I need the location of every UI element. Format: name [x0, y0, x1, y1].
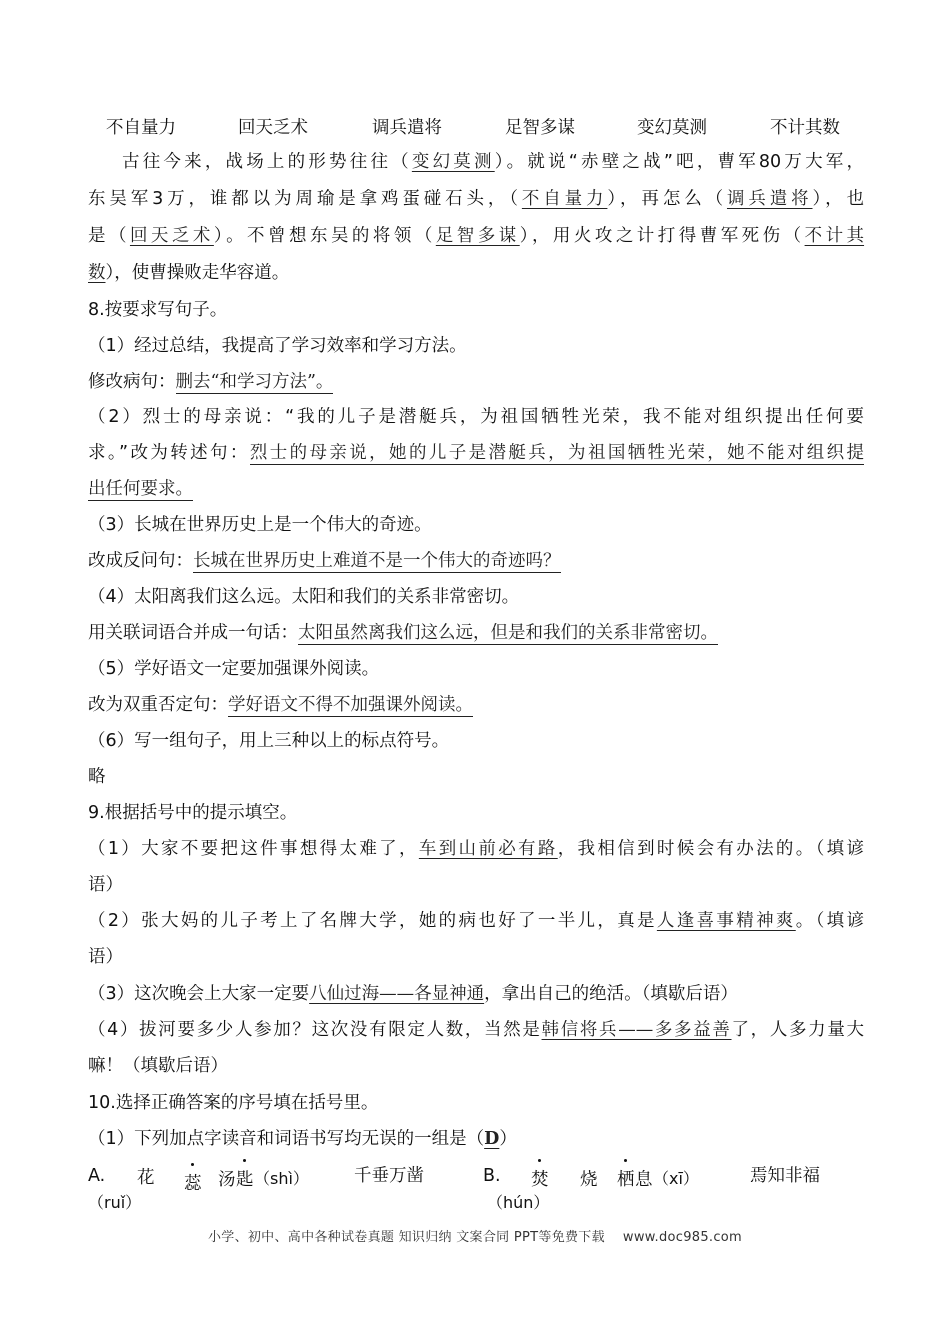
- q10-s1: （1）下列加点字读音和词语书写均无误的一组是（D）: [88, 1129, 517, 1149]
- answer-blank: D: [484, 1129, 500, 1149]
- q8-s3: （3）长城在世界历史上是一个伟大的奇迹。: [88, 515, 432, 535]
- answer-blank: 回天乏术: [129, 226, 214, 246]
- answer-blank: 删去“和学习方法”。: [175, 372, 334, 392]
- word-bank-item: 不自量力: [106, 118, 176, 138]
- q8-s2-answer: 求。”改为转述句：烈士的母亲说，她的儿子是潜艇兵，为祖国牺牲光荣，她不能对组织提: [88, 443, 864, 463]
- answer-blank: 不自量力: [521, 189, 608, 209]
- q9-s1: （1）大家不要把这件事想得太难了，车到山前必有路，我相信到时候会有办法的。（填谚: [88, 839, 865, 859]
- q8-s4-answer: 用关联词语合并成一句话：太阳虽然离我们这么远，但是和我们的关系非常密切。: [88, 623, 718, 643]
- q8-s4: （4）太阳离我们这么远。太阳和我们的关系非常密切。: [88, 587, 520, 607]
- q9-title: 9.根据括号中的提示填空。: [88, 803, 298, 823]
- q9-s4-tail: 嘛！（填歇后语）: [88, 1056, 228, 1076]
- q9-s2-tail: 语）: [88, 947, 123, 967]
- word-bank-item: 不计其数: [770, 118, 840, 138]
- option-a-pinyin: （shì）: [254, 1169, 309, 1188]
- option-b-label: B.: [483, 1166, 501, 1186]
- passage-line-1: 古往今来，战场上的形势往往（变幻莫测）。就说“赤壁之战”吧，曹军80万大军，: [122, 152, 865, 172]
- word-bank-item: 足智多谋: [505, 118, 575, 138]
- option-b-dotted-char: 栖: [617, 1166, 635, 1191]
- option-b-char: 烧: [580, 1170, 598, 1190]
- q9-s2: （2）张大妈的儿子考上了名牌大学，她的病也好了一半儿，真是人逢喜事精神爽。（填谚: [88, 911, 865, 931]
- answer-blank: 调兵遣将: [726, 189, 813, 209]
- option-a-word: 千垂万凿: [354, 1166, 424, 1186]
- answer-blank: 八仙过海——各显神通: [309, 984, 485, 1004]
- q8-s2: （2）烈士的母亲说：“我的儿子是潜艇兵，为祖国牺牲光荣，我不能对组织提出任何要: [88, 407, 864, 427]
- word-bank-item: 回天乏术: [238, 118, 308, 138]
- answer-blank: 数: [88, 263, 106, 283]
- option-a-pinyin: （ruǐ）: [88, 1193, 142, 1212]
- q8-s5: （5）学好语文一定要加强课外阅读。: [88, 659, 380, 679]
- option-a-char: 汤: [218, 1170, 236, 1190]
- passage-line-4: 数），使曹操败走华容道。: [88, 263, 290, 283]
- answer-blank: 变幻莫测: [411, 152, 495, 172]
- passage-line-3: 是（回天乏术）。不曾想东吴的将领（足智多谋），用火攻之计打得曹军死伤（不计其: [88, 226, 865, 246]
- q9-s3: （3）这次晚会上大家一定要八仙过海——各显神通，拿出自己的绝活。（填歇后语）: [88, 984, 738, 1004]
- q8-s1: （1）经过总结，我提高了学习效率和学习方法。: [88, 336, 467, 356]
- option-b-word: 焉知非福: [750, 1166, 820, 1186]
- answer-blank: 韩信将兵——多多益善: [541, 1020, 732, 1040]
- option-b-char: 息: [635, 1170, 653, 1190]
- answer-blank: 长城在世界历史上难道不是一个伟大的奇迹吗？: [193, 551, 561, 571]
- option-b-dotted-char: 焚: [531, 1166, 549, 1191]
- answer-blank: 人逢喜事精神爽: [656, 911, 796, 931]
- option-a-dotted-char: 蕊: [184, 1170, 202, 1195]
- option-b-pinyin: （xī）: [653, 1169, 699, 1188]
- answer-blank: 不计其: [804, 226, 865, 246]
- footer-text: 小学、初中、高中各种试卷真题 知识归纳 文案合同 PPT等免费下载: [207, 1230, 605, 1245]
- q8-s5-answer: 改为双重否定句：学好语文不得不加强课外阅读。: [88, 695, 473, 715]
- q9-s4: （4）拔河要多少人参加？这次没有限定人数，当然是韩信将兵——多多益善了，人多力量大: [88, 1020, 864, 1040]
- answer-blank: 出任何要求。: [88, 479, 193, 499]
- option-a-label: A.: [88, 1166, 106, 1186]
- q10-title: 10.选择正确答案的序号填在括号里。: [88, 1093, 379, 1113]
- answer-blank: 太阳虽然离我们这么远，但是和我们的关系非常密切。: [298, 623, 718, 643]
- answer-blank: 车到山前必有路: [418, 839, 558, 859]
- passage-line-2: 东吴军3万，谁都以为周瑜是拿鸡蛋碰石头，（不自量力），再怎么（调兵遣将），也: [88, 189, 865, 209]
- q8-title: 8.按要求写句子。: [88, 300, 228, 320]
- word-bank-item: 调兵遣将: [372, 118, 442, 138]
- answer-blank: 足智多谋: [435, 226, 520, 246]
- option-a-char: 花: [137, 1168, 155, 1188]
- word-bank-item: 变幻莫测: [637, 118, 707, 138]
- q8-s1-answer: 修改病句：删去“和学习方法”。: [88, 372, 334, 392]
- page-footer: [0, 1226, 950, 1245]
- q8-s6-answer: 略: [88, 767, 106, 787]
- answer-blank: 烈士的母亲说，她的儿子是潜艇兵，为祖国牺牲光荣，她不能对组织提: [249, 443, 864, 463]
- q9-s1-tail: 语）: [88, 875, 123, 895]
- answer-blank: 学好语文不得不加强课外阅读。: [228, 695, 473, 715]
- q8-s3-answer: 改成反问句：长城在世界历史上难道不是一个伟大的奇迹吗？: [88, 551, 561, 571]
- option-b-pinyin: （hún）: [487, 1193, 550, 1212]
- q8-s6: （6）写一组句子，用上三种以上的标点符号。: [88, 731, 450, 751]
- option-a-dotted-char: 匙: [236, 1166, 254, 1191]
- footer-url[interactable]: www.doc985.com: [622, 1230, 743, 1245]
